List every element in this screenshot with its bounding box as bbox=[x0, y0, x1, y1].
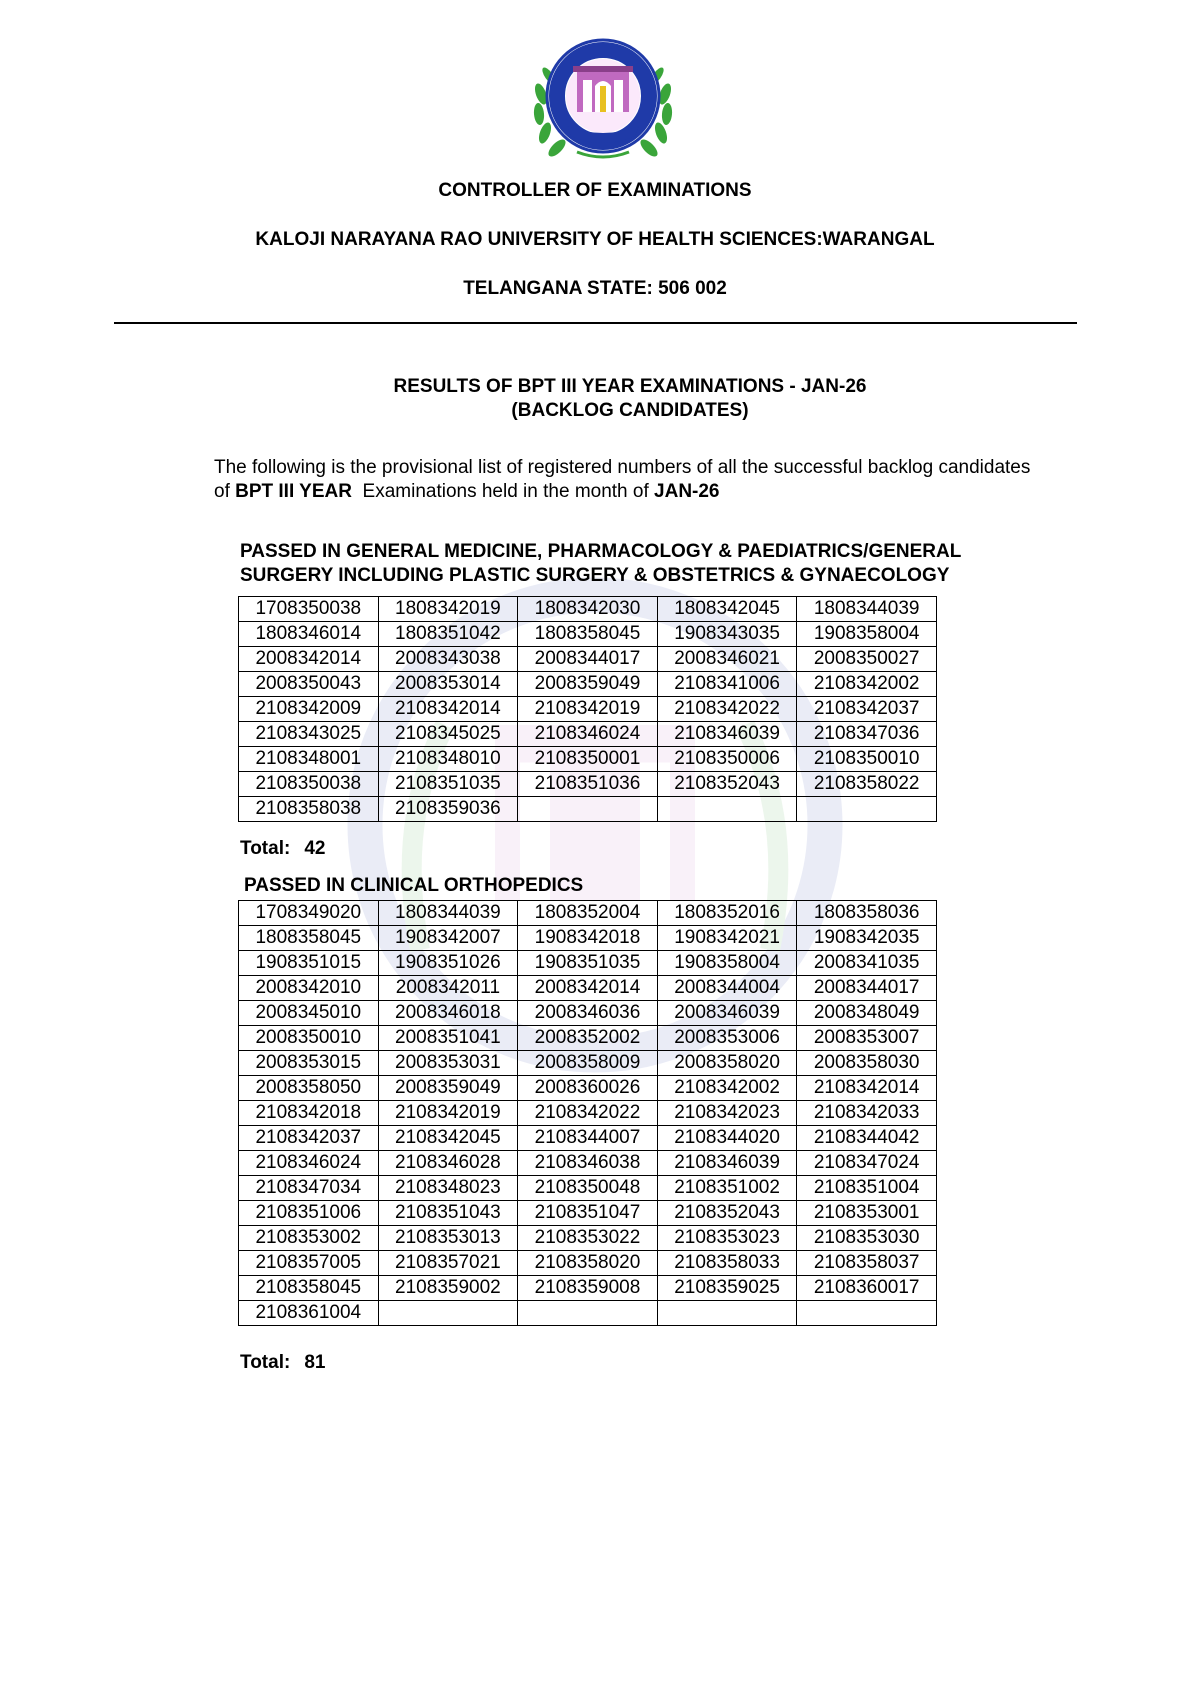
registration-number-cell: 2108350010 bbox=[797, 747, 937, 772]
registration-number-cell: 2108346039 bbox=[657, 722, 797, 747]
registration-number-cell: 2108358038 bbox=[239, 797, 379, 822]
registration-number-cell: 2108342014 bbox=[797, 1076, 937, 1101]
table-row bbox=[239, 1176, 937, 1201]
header-divider bbox=[114, 322, 1077, 324]
registration-number-cell: 2108352043 bbox=[657, 1201, 797, 1226]
registration-number-cell: 2108347036 bbox=[797, 722, 937, 747]
registration-number-cell: 2008346036 bbox=[518, 1001, 658, 1026]
registration-number-cell: 1908351035 bbox=[518, 951, 658, 976]
section-heading-line2: SURGERY INCLUDING PLASTIC SURGERY & OBSTETRICS & GYNAECOLOGY bbox=[240, 565, 950, 586]
registration-number-cell: 2108358020 bbox=[518, 1251, 658, 1276]
registration-number-cell: 2108344042 bbox=[797, 1126, 937, 1151]
registration-number-cell: 2008344017 bbox=[797, 976, 937, 1001]
registration-number-cell: 1808358045 bbox=[518, 622, 658, 647]
empty-cell bbox=[518, 797, 658, 822]
intro-paragraph bbox=[214, 456, 1094, 504]
registration-number-cell: 2008342011 bbox=[378, 976, 518, 1001]
registration-number-cell: 2008359049 bbox=[378, 1076, 518, 1101]
registration-number-cell: 2008353014 bbox=[378, 672, 518, 697]
registration-number-cell: 2108358033 bbox=[657, 1251, 797, 1276]
registration-number-cell: 2108347034 bbox=[239, 1176, 379, 1201]
registration-number-cell: 1808352004 bbox=[518, 901, 658, 926]
total-label: Total: bbox=[240, 838, 291, 859]
registration-number-cell: 2108358037 bbox=[797, 1251, 937, 1276]
controller-heading: CONTROLLER OF EXAMINATIONS bbox=[438, 180, 752, 201]
results-table-general bbox=[238, 596, 937, 822]
table-row bbox=[239, 951, 937, 976]
table-row bbox=[239, 647, 937, 672]
table-row bbox=[239, 1101, 937, 1126]
registration-number-cell: 2008343038 bbox=[378, 647, 518, 672]
registration-number-cell: 2108351036 bbox=[518, 772, 658, 797]
table-row bbox=[239, 1276, 937, 1301]
total-orthopedics bbox=[240, 1352, 325, 1374]
registration-number-cell: 2108346038 bbox=[518, 1151, 658, 1176]
registration-number-cell: 2108342002 bbox=[797, 672, 937, 697]
registration-number-cell: 2108361004 bbox=[239, 1301, 379, 1326]
registration-number-cell: 2108353023 bbox=[657, 1226, 797, 1251]
registration-number-cell: 2108342033 bbox=[797, 1101, 937, 1126]
intro-line2 bbox=[214, 480, 1094, 504]
registration-number-cell: 2108346039 bbox=[657, 1151, 797, 1176]
registration-number-cell: 2108351002 bbox=[657, 1176, 797, 1201]
total-value: 81 bbox=[304, 1352, 326, 1373]
registration-number-cell: 2008353015 bbox=[239, 1051, 379, 1076]
registration-number-cell: 1808342019 bbox=[378, 597, 518, 622]
registration-number-cell: 2108352043 bbox=[657, 772, 797, 797]
university-address: TELANGANA STATE: 506 002 bbox=[463, 278, 727, 299]
registration-number-cell: 2108353013 bbox=[378, 1226, 518, 1251]
registration-number-cell: 2108342037 bbox=[797, 697, 937, 722]
registration-number-cell: 2008353031 bbox=[378, 1051, 518, 1076]
registration-number-cell: 2108346024 bbox=[239, 1151, 379, 1176]
registration-number-cell: 2008350043 bbox=[239, 672, 379, 697]
table-row bbox=[239, 1151, 937, 1176]
registration-number-cell: 2108359025 bbox=[657, 1276, 797, 1301]
registration-number-cell: 2108342023 bbox=[657, 1101, 797, 1126]
empty-cell bbox=[657, 1301, 797, 1326]
registration-number-cell: 2108342002 bbox=[657, 1076, 797, 1101]
registration-number-cell: 1908358004 bbox=[657, 951, 797, 976]
table-row bbox=[239, 1051, 937, 1076]
registration-number-cell: 2008358030 bbox=[797, 1051, 937, 1076]
registration-number-cell: 2108360017 bbox=[797, 1276, 937, 1301]
registration-number-cell: 2008342014 bbox=[518, 976, 658, 1001]
table-row bbox=[239, 722, 937, 747]
registration-number-cell: 2108342019 bbox=[378, 1101, 518, 1126]
registration-number-cell: 2008346021 bbox=[657, 647, 797, 672]
table-row bbox=[239, 901, 937, 926]
registration-number-cell: 2108357021 bbox=[378, 1251, 518, 1276]
registration-number-cell: 1808342045 bbox=[657, 597, 797, 622]
registration-number-cell: 2008360026 bbox=[518, 1076, 658, 1101]
registration-number-cell: 1708350038 bbox=[239, 597, 379, 622]
registration-number-cell: 1808346014 bbox=[239, 622, 379, 647]
table-row bbox=[239, 772, 937, 797]
registration-number-cell: 2108351006 bbox=[239, 1201, 379, 1226]
registration-number-cell: 2108342018 bbox=[239, 1101, 379, 1126]
intro-line1: The following is the provisional list of registered numbers of all the successful backlog candidates bbox=[214, 457, 1031, 478]
table-row bbox=[239, 797, 937, 822]
registration-number-cell: 2108345025 bbox=[378, 722, 518, 747]
registration-number-cell: 2108359008 bbox=[518, 1276, 658, 1301]
university-seal-logo bbox=[527, 34, 679, 166]
table-row bbox=[239, 597, 937, 622]
university-name: KALOJI NARAYANA RAO UNIVERSITY OF HEALTH SCIENCES:WARANGAL bbox=[255, 229, 935, 250]
registration-number-cell: 2008342010 bbox=[239, 976, 379, 1001]
registration-number-cell: 2108358022 bbox=[797, 772, 937, 797]
registration-number-cell: 2008358020 bbox=[657, 1051, 797, 1076]
intro-of: of bbox=[214, 481, 236, 502]
empty-cell bbox=[378, 1301, 518, 1326]
table-row bbox=[239, 1226, 937, 1251]
registration-number-cell: 2108358045 bbox=[239, 1276, 379, 1301]
total-general bbox=[240, 838, 325, 860]
registration-number-cell: 2108353001 bbox=[797, 1201, 937, 1226]
table-row bbox=[239, 747, 937, 772]
registration-number-cell: 2008351041 bbox=[378, 1026, 518, 1051]
registration-number-cell: 1908358004 bbox=[797, 622, 937, 647]
registration-number-cell: 1908342007 bbox=[378, 926, 518, 951]
section-heading-line1: PASSED IN GENERAL MEDICINE, PHARMACOLOGY & PAEDIATRICS/GENERAL bbox=[240, 541, 962, 562]
registration-number-cell: 1908342021 bbox=[657, 926, 797, 951]
registration-number-cell: 2108346024 bbox=[518, 722, 658, 747]
registration-number-cell: 2108351043 bbox=[378, 1201, 518, 1226]
registration-number-cell: 1908351015 bbox=[239, 951, 379, 976]
intro-course: BPT III YEAR bbox=[235, 481, 352, 502]
empty-cell bbox=[797, 1301, 937, 1326]
registration-number-cell: 2008346039 bbox=[657, 1001, 797, 1026]
registration-number-cell: 2108350038 bbox=[239, 772, 379, 797]
registration-number-cell: 2108341006 bbox=[657, 672, 797, 697]
registration-number-cell: 1808351042 bbox=[378, 622, 518, 647]
registration-number-cell: 2108351047 bbox=[518, 1201, 658, 1226]
registration-number-cell: 2008358050 bbox=[239, 1076, 379, 1101]
registration-number-cell: 2108351004 bbox=[797, 1176, 937, 1201]
registration-number-cell: 2108343025 bbox=[239, 722, 379, 747]
registration-number-cell: 2008344004 bbox=[657, 976, 797, 1001]
table-row bbox=[239, 1201, 937, 1226]
registration-number-cell: 1808344039 bbox=[797, 597, 937, 622]
registration-number-cell: 2008348049 bbox=[797, 1001, 937, 1026]
results-title-line2: (BACKLOG CANDIDATES) bbox=[511, 400, 749, 421]
registration-number-cell: 2108350048 bbox=[518, 1176, 658, 1201]
registration-number-cell: 2008345010 bbox=[239, 1001, 379, 1026]
empty-cell bbox=[657, 797, 797, 822]
registration-number-cell: 2108342019 bbox=[518, 697, 658, 722]
registration-number-cell: 1808358036 bbox=[797, 901, 937, 926]
registration-number-cell: 1908351026 bbox=[378, 951, 518, 976]
intro-month: JAN-26 bbox=[654, 481, 720, 502]
registration-number-cell: 2108348001 bbox=[239, 747, 379, 772]
registration-number-cell: 2108342009 bbox=[239, 697, 379, 722]
registration-number-cell: 2008350027 bbox=[797, 647, 937, 672]
registration-number-cell: 2008359049 bbox=[518, 672, 658, 697]
table-row bbox=[239, 926, 937, 951]
registration-number-cell: 2108359002 bbox=[378, 1276, 518, 1301]
registration-number-cell: 2108357005 bbox=[239, 1251, 379, 1276]
registration-number-cell: 2008342014 bbox=[239, 647, 379, 672]
table-row bbox=[239, 1301, 937, 1326]
intro-held: Examinations held in the month of bbox=[351, 481, 655, 502]
section-heading-general bbox=[240, 540, 1000, 588]
table-row bbox=[239, 1126, 937, 1151]
registration-number-cell: 1908342035 bbox=[797, 926, 937, 951]
table-row bbox=[239, 1001, 937, 1026]
registration-number-cell: 1808342030 bbox=[518, 597, 658, 622]
registration-number-cell: 2008358009 bbox=[518, 1051, 658, 1076]
registration-number-cell: 1908342018 bbox=[518, 926, 658, 951]
registration-number-cell: 2008353006 bbox=[657, 1026, 797, 1051]
table-row bbox=[239, 622, 937, 647]
registration-number-cell: 1808352016 bbox=[657, 901, 797, 926]
table-row bbox=[239, 697, 937, 722]
registration-number-cell: 2108353030 bbox=[797, 1226, 937, 1251]
results-table-orthopedics bbox=[238, 900, 937, 1326]
registration-number-cell: 1708349020 bbox=[239, 901, 379, 926]
registration-number-cell: 2008352002 bbox=[518, 1026, 658, 1051]
registration-number-cell: 2108347024 bbox=[797, 1151, 937, 1176]
registration-number-cell: 2108342022 bbox=[518, 1101, 658, 1126]
registration-number-cell: 2008341035 bbox=[797, 951, 937, 976]
registration-number-cell: 2108350001 bbox=[518, 747, 658, 772]
total-value: 42 bbox=[304, 838, 326, 859]
table-row bbox=[239, 976, 937, 1001]
registration-number-cell: 2008350010 bbox=[239, 1026, 379, 1051]
registration-number-cell: 2108359036 bbox=[378, 797, 518, 822]
registration-number-cell: 2108353002 bbox=[239, 1226, 379, 1251]
table-row bbox=[239, 1026, 937, 1051]
registration-number-cell: 2108344007 bbox=[518, 1126, 658, 1151]
empty-cell bbox=[797, 797, 937, 822]
registration-number-cell: 2108351035 bbox=[378, 772, 518, 797]
registration-number-cell: 2108344020 bbox=[657, 1126, 797, 1151]
registration-number-cell: 2108348023 bbox=[378, 1176, 518, 1201]
registration-number-cell: 2108342022 bbox=[657, 697, 797, 722]
registration-number-cell: 1808344039 bbox=[378, 901, 518, 926]
registration-number-cell: 2108348010 bbox=[378, 747, 518, 772]
registration-number-cell: 2108350006 bbox=[657, 747, 797, 772]
registration-number-cell: 2008346018 bbox=[378, 1001, 518, 1026]
registration-number-cell: 2108342045 bbox=[378, 1126, 518, 1151]
registration-number-cell: 2108342037 bbox=[239, 1126, 379, 1151]
registration-number-cell: 1808358045 bbox=[239, 926, 379, 951]
registration-number-cell: 2108346028 bbox=[378, 1151, 518, 1176]
registration-number-cell: 2108353022 bbox=[518, 1226, 658, 1251]
table-row bbox=[239, 1251, 937, 1276]
registration-number-cell: 2008344017 bbox=[518, 647, 658, 672]
registration-number-cell: 2108342014 bbox=[378, 697, 518, 722]
registration-number-cell: 1908343035 bbox=[657, 622, 797, 647]
results-title-line1: RESULTS OF BPT III YEAR EXAMINATIONS - JAN-26 bbox=[393, 376, 867, 397]
table-row bbox=[239, 672, 937, 697]
empty-cell bbox=[518, 1301, 658, 1326]
results-title bbox=[370, 375, 890, 423]
total-label: Total: bbox=[240, 1352, 291, 1373]
section-heading-orthopedics: PASSED IN CLINICAL ORTHOPEDICS bbox=[244, 875, 584, 896]
table-row bbox=[239, 1076, 937, 1101]
registration-number-cell: 2008353007 bbox=[797, 1026, 937, 1051]
